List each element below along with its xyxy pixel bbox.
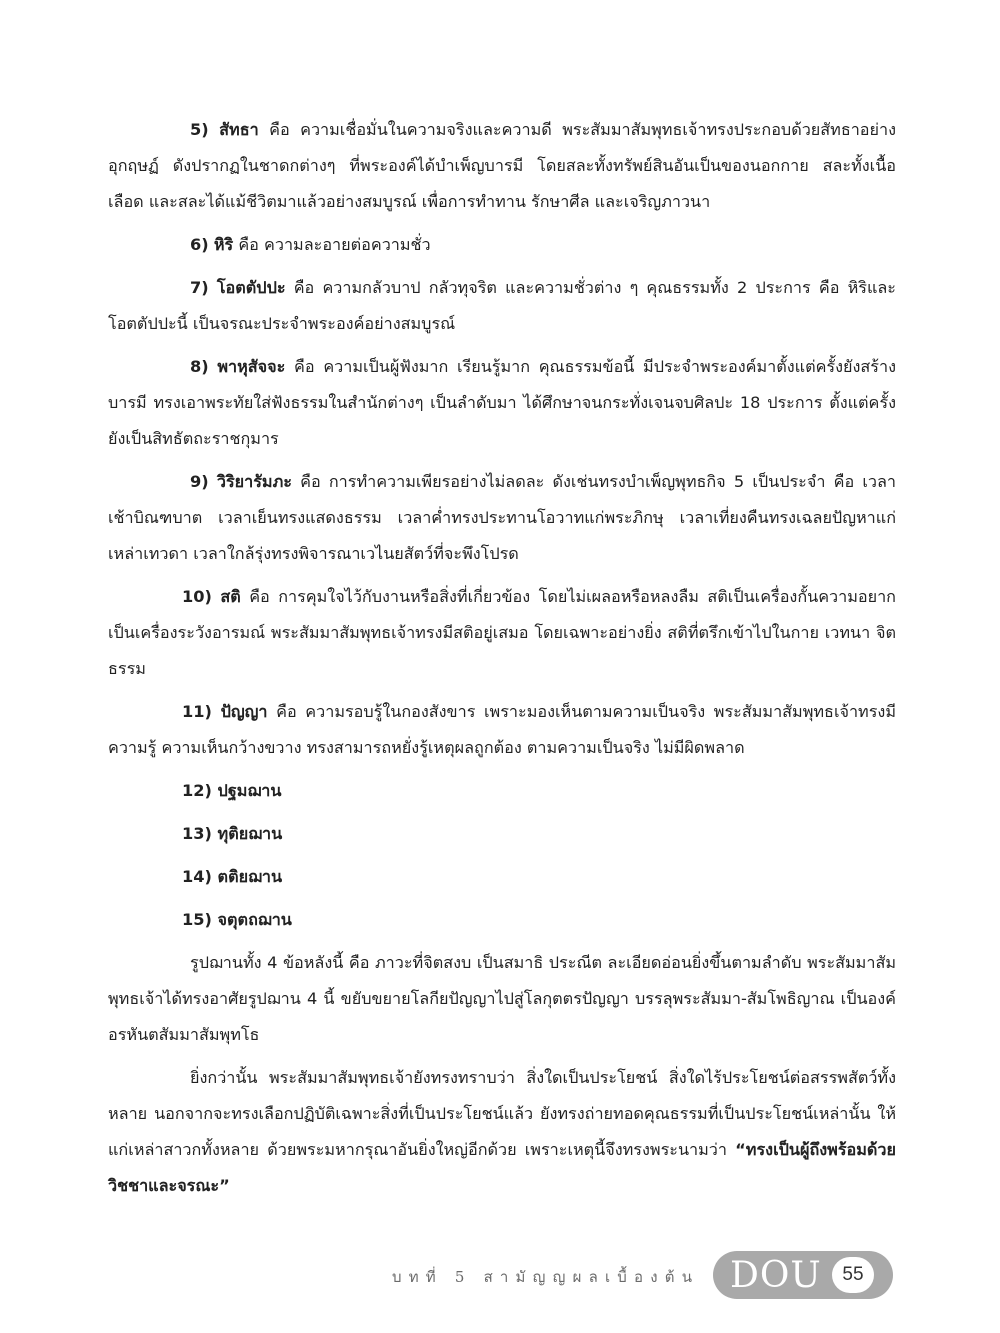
term-viriyarambha: วิริยารัมภะ [216,472,292,491]
term-bahusacca: พาหุสัจจะ [217,357,286,376]
definition-bahusacca: คือ ความเป็นผู้ฟังมาก เรียนรู้มาก คุณธรรมข้อนี้ มีประจำพระองค์มาตั้งแต่ครั้งยังสร้างบารมี ทรงเอาพระทัยใส่ฟังธรรมในสำนักต่างๆ เป็นลำดับมา ได้ศึกษาจนกระทั่งเจนจบศิลปะ 18 ประการ ตั้งแต่ครั้งยังเป็นสิทธัตถะราชกุมาร [108,357,896,448]
paragraph-viriyarambha [108,464,896,572]
term-ottappa: โอตตัปปะ [216,278,286,297]
item-number: 5) [190,120,209,139]
term-panna: ปัญญา [220,702,268,721]
item-number: 11) [182,702,212,721]
definition-saddha: คือ ความเชื่อมั่นในความจริงและความดี พระสัมมาสัมพุทธเจ้าทรงประกอบด้วยสัทธาอย่างอุกฤษฏ์ ดังปรากฏในชาดกต่างๆ ที่พระองค์ได้บำเพ็ญบารมี โดยสละทั้งทรัพย์สินอันเป็นของนอกกาย สละทั้งเนื้อเลือด และสละได้แม้ชีวิตมาแล้วอย่างสมบูรณ์ เพื่อการทำทาน รักษาศีล และเจริญภาวนา [108,120,896,211]
paragraph-bahusacca [108,349,896,457]
paragraph-rupajhana: รูปฌานทั้ง 4 ข้อหลังนี้ คือ ภาวะที่จิตสงบ เป็นสมาธิ ประณีต ละเอียดอ่อนยิ่งขึ้นตามลำดับ พระสัมมาสัมพุทธเจ้าได้ทรงอาศัยรูปฌาน 4 นี้ ขยับขยายโลกียปัญญาไปสู่โลกุตตรปัญญา บรรลุพระสัมมา-สัมโพธิญาณ เป็นองค์อรหันตสัมมาสัมพุทโธ [108,953,896,1044]
jhana-item-4: 15) จตุตถฌาน [182,910,292,929]
jhana-item-1: 12) ปฐมฌาน [182,781,282,800]
paragraph-saddha [108,112,896,220]
paragraph-ottappa [108,270,896,342]
jhana-item-3: 14) ตติยฌาน [182,867,283,886]
term-hiri: หิริ [213,235,234,254]
term-sati: สติ [220,587,241,606]
term-saddha: สัทธา [219,120,259,139]
closing-text: ยิ่งกว่านั้น พระสัมมาสัมพุทธเจ้ายังทรงทราบว่า สิ่งใดเป็นประโยชน์ สิ่งใดไร้ประโยชน์ต่อสรรพสัตว์ทั้งหลาย นอกจากจะทรงเลือกปฏิบัติเฉพาะสิ่งที่เป็นประโยชน์แล้ว ยังทรงถ่ายทอดคุณธรรมที่เป็นประโยชน์เหล่านั้น ให้แก่เหล่าสาวกทั้งหลาย ด้วยพระมหากรุณาอันยิ่งใหญ่อีกด้วย เพราะเหตุนี้จึงทรงพระนามว่า [108,1068,896,1159]
item-number: 8) [190,357,209,376]
page-number: 55 [832,1257,874,1293]
item-number: 10) [182,587,212,606]
definition-panna: คือ ความรอบรู้ในกองสังขาร เพราะมองเห็นตามความเป็นจริง พระสัมมาสัมพุทธเจ้าทรงมีความรู้ ความเห็นกว้างขวาง ทรงสามารถหยั่งรู้เหตุผลถูกต้อง ตามความเป็นจริง ไม่มีผิดพลาด [108,702,896,757]
paragraph-sati [108,579,896,687]
item-number: 9) [190,472,209,491]
paragraph-closing [108,1060,896,1204]
jhana-item-2: 13) ทุติยฌาน [182,824,283,843]
definition-viriyarambha: คือ การทำความเพียรอย่างไม่ลดละ ดังเช่นทรงบำเพ็ญพุทธกิจ 5 เป็นประจำ คือ เวลาเช้าบิณฑบาต เวลาเย็นทรงแสดงธรรม เวลาค่ำทรงประทานโอวาทแก่พระภิกษุ เวลาเที่ยงคืนทรงเฉลยปัญหาแก่เหล่าเทวดา เวลาใกล้รุ่งทรงพิจารณาเวไนยสัตว์ที่จะพึงโปรด [108,472,896,563]
definition-ottappa: คือ ความกลัวบาป กลัวทุจริต และความชั่วต่าง ๆ คุณธรรมทั้ง 2 ประการ คือ หิริและโอตตัปปะนี้ เป็นจรณะประจำพระองค์อย่างสมบูรณ์ [108,278,896,333]
chapter-title: บทที่ 5 สามัญญผลเบื้องต้น [392,1268,700,1286]
item-number: 6) [190,235,209,254]
paragraph-panna [108,694,896,766]
page-footer [0,1251,1000,1301]
item-number: 7) [190,278,209,297]
definition-hiri: คือ ความละอายต่อความชั่ว [233,235,431,254]
page-badge [713,1251,893,1299]
definition-sati: คือ การคุมใจไว้กับงานหรือสิ่งที่เกี่ยวข้อง โดยไม่เผลอหรือหลงลืม สติเป็นเครื่องกั้นความอยาก เป็นเครื่องระวังอารมณ์ พระสัมมาสัมพุทธเจ้าทรงมีสติอยู่เสมอ โดยเฉพาะอย่างยิ่ง สติที่ตรึกเข้าไปในกาย เวทนา จิต ธรรม [108,587,896,678]
paragraph-hiri [108,227,896,263]
page-body [108,112,896,1211]
closing-quote: “ทรงเป็นผู้ถึงพร้อมด้วยวิชชาและจรณะ” [108,1140,896,1195]
dou-logo: DOU [730,1255,822,1296]
